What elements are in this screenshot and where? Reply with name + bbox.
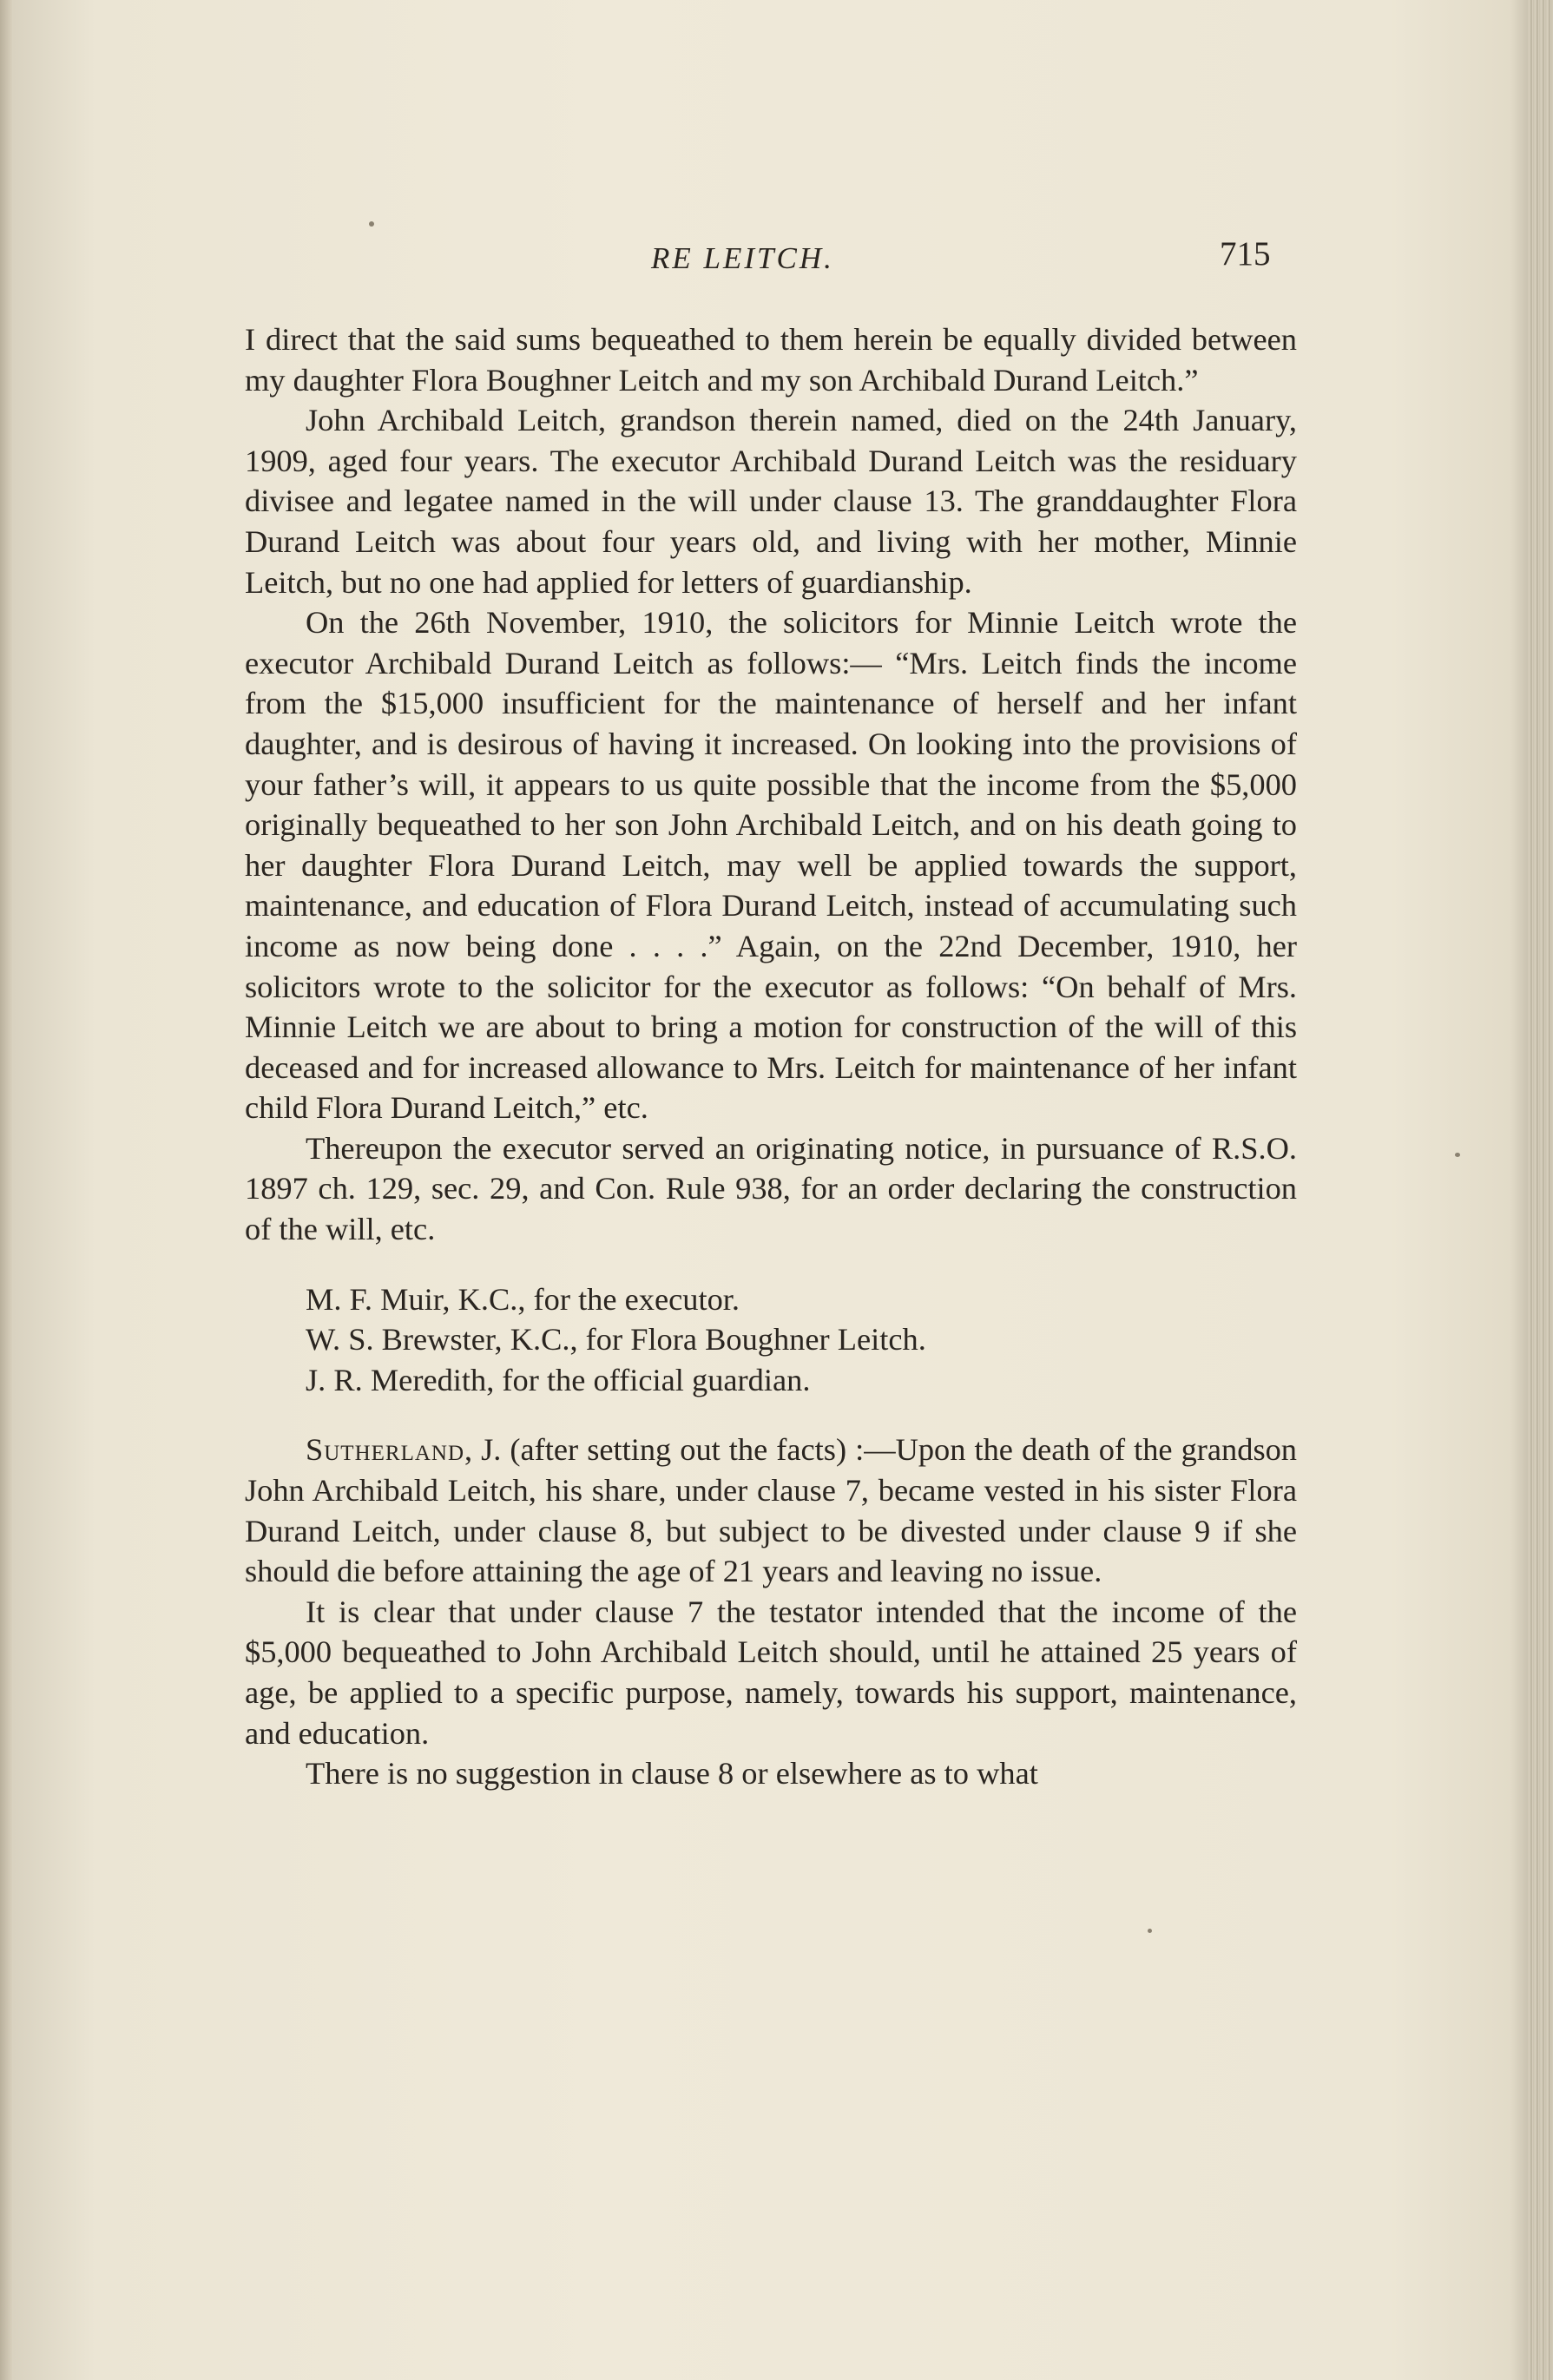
counsel-line: M. F. Muir, K.C., for the executor. [306, 1281, 740, 1317]
ink-speck [369, 221, 374, 227]
judgment-paragraph-clause-7: It is clear that under clause 7 the testator intended that the income of the $5,000 bequeathed to John Archibald Leitch should, until he attained 25 years of age, be applied to a specific purpose, namely, towards his support, maintenance, and education. [245, 1594, 1297, 1751]
paragraph-facts: John Archibald Leitch, grandson therein named, died on the 24th January, 1909, aged four years. The executor Archibald Durand Leitch was the residuary divisee and legatee named in the will under clause 13. The granddaughter Flora Durand Leitch was about four years old, and living with her mother, Minnie Leitch, but no one had applied for letters of guardianship. [245, 403, 1297, 600]
page-number: 715 [1220, 235, 1271, 273]
judgment-paragraph-clause-8: There is no suggestion in clause 8 or elsewhere as to what [306, 1756, 1038, 1792]
counsel-line: J. R. Meredith, for the official guardian. [306, 1362, 811, 1397]
judge-name: Sutherland [306, 1432, 464, 1468]
ink-speck [1455, 1153, 1460, 1157]
judgment-text: , J. (after setting out the facts) :—Upon the death of the grandson John Archibald Leitch, his share, under clause 7, became vested in his sister Flora Durand Leitch, under clause 8, but subject to be divested under clause 9 if she should die before attaining the age of 21 years and leaving no issue. [245, 1432, 1297, 1589]
body-text [245, 319, 1297, 1794]
counsel-line: W. S. Brewster, K.C., for Flora Boughner Leitch. [306, 1322, 926, 1358]
ink-speck [1148, 1929, 1152, 1933]
page-header [243, 234, 1285, 286]
judgment-paragraph [245, 1430, 1297, 1591]
page-gutter [0, 0, 12, 2380]
paragraph-will-quote-end: I direct that the said sums bequeathed to them herein be equally divided between my daughter Flora Boughner Leitch and my son Archibald Durand Leitch.” [245, 322, 1297, 398]
running-head: RE LEITCH. [651, 241, 834, 275]
paragraph-originating-notice: Thereupon the executor served an originating notice, in pursuance of R.S.O. 1897 ch. 129, sec. 29, and Con. Rule 938, for an order declaring the construction of the will, etc. [245, 1130, 1297, 1247]
page-edge [1527, 0, 1553, 2380]
counsel-list [245, 1279, 1297, 1401]
paragraph-solicitor-letters: On the 26th November, 1910, the solicitors for Minnie Leitch wrote the executor Archibald Durand Leitch as follows:— “Mrs. Leitch finds the income from the $15,000 insufficient for the maintenance of herself and her infant daughter, and is desirous of having it increased. On looking into the provisions of your father’s will, it appears to us quite possible that the income from the $5,000 originally bequeathed to her son John Archibald Leitch, and on his death going to her daughter Flora Durand Leitch, may well be applied towards the support, maintenance, and education of Flora Durand Leitch, instead of accumulating such income as now being done . . . .” Again, on the 22nd December, 1910, her solicitors wrote to the solicitor for the executor as follows: “On behalf of Mrs. Minnie Leitch we are about to bring a motion for construction of the will of this deceased and for increased allowance to Mrs. Leitch for maintenance of her infant child Flora Durand Leitch,” etc. [245, 605, 1297, 1126]
